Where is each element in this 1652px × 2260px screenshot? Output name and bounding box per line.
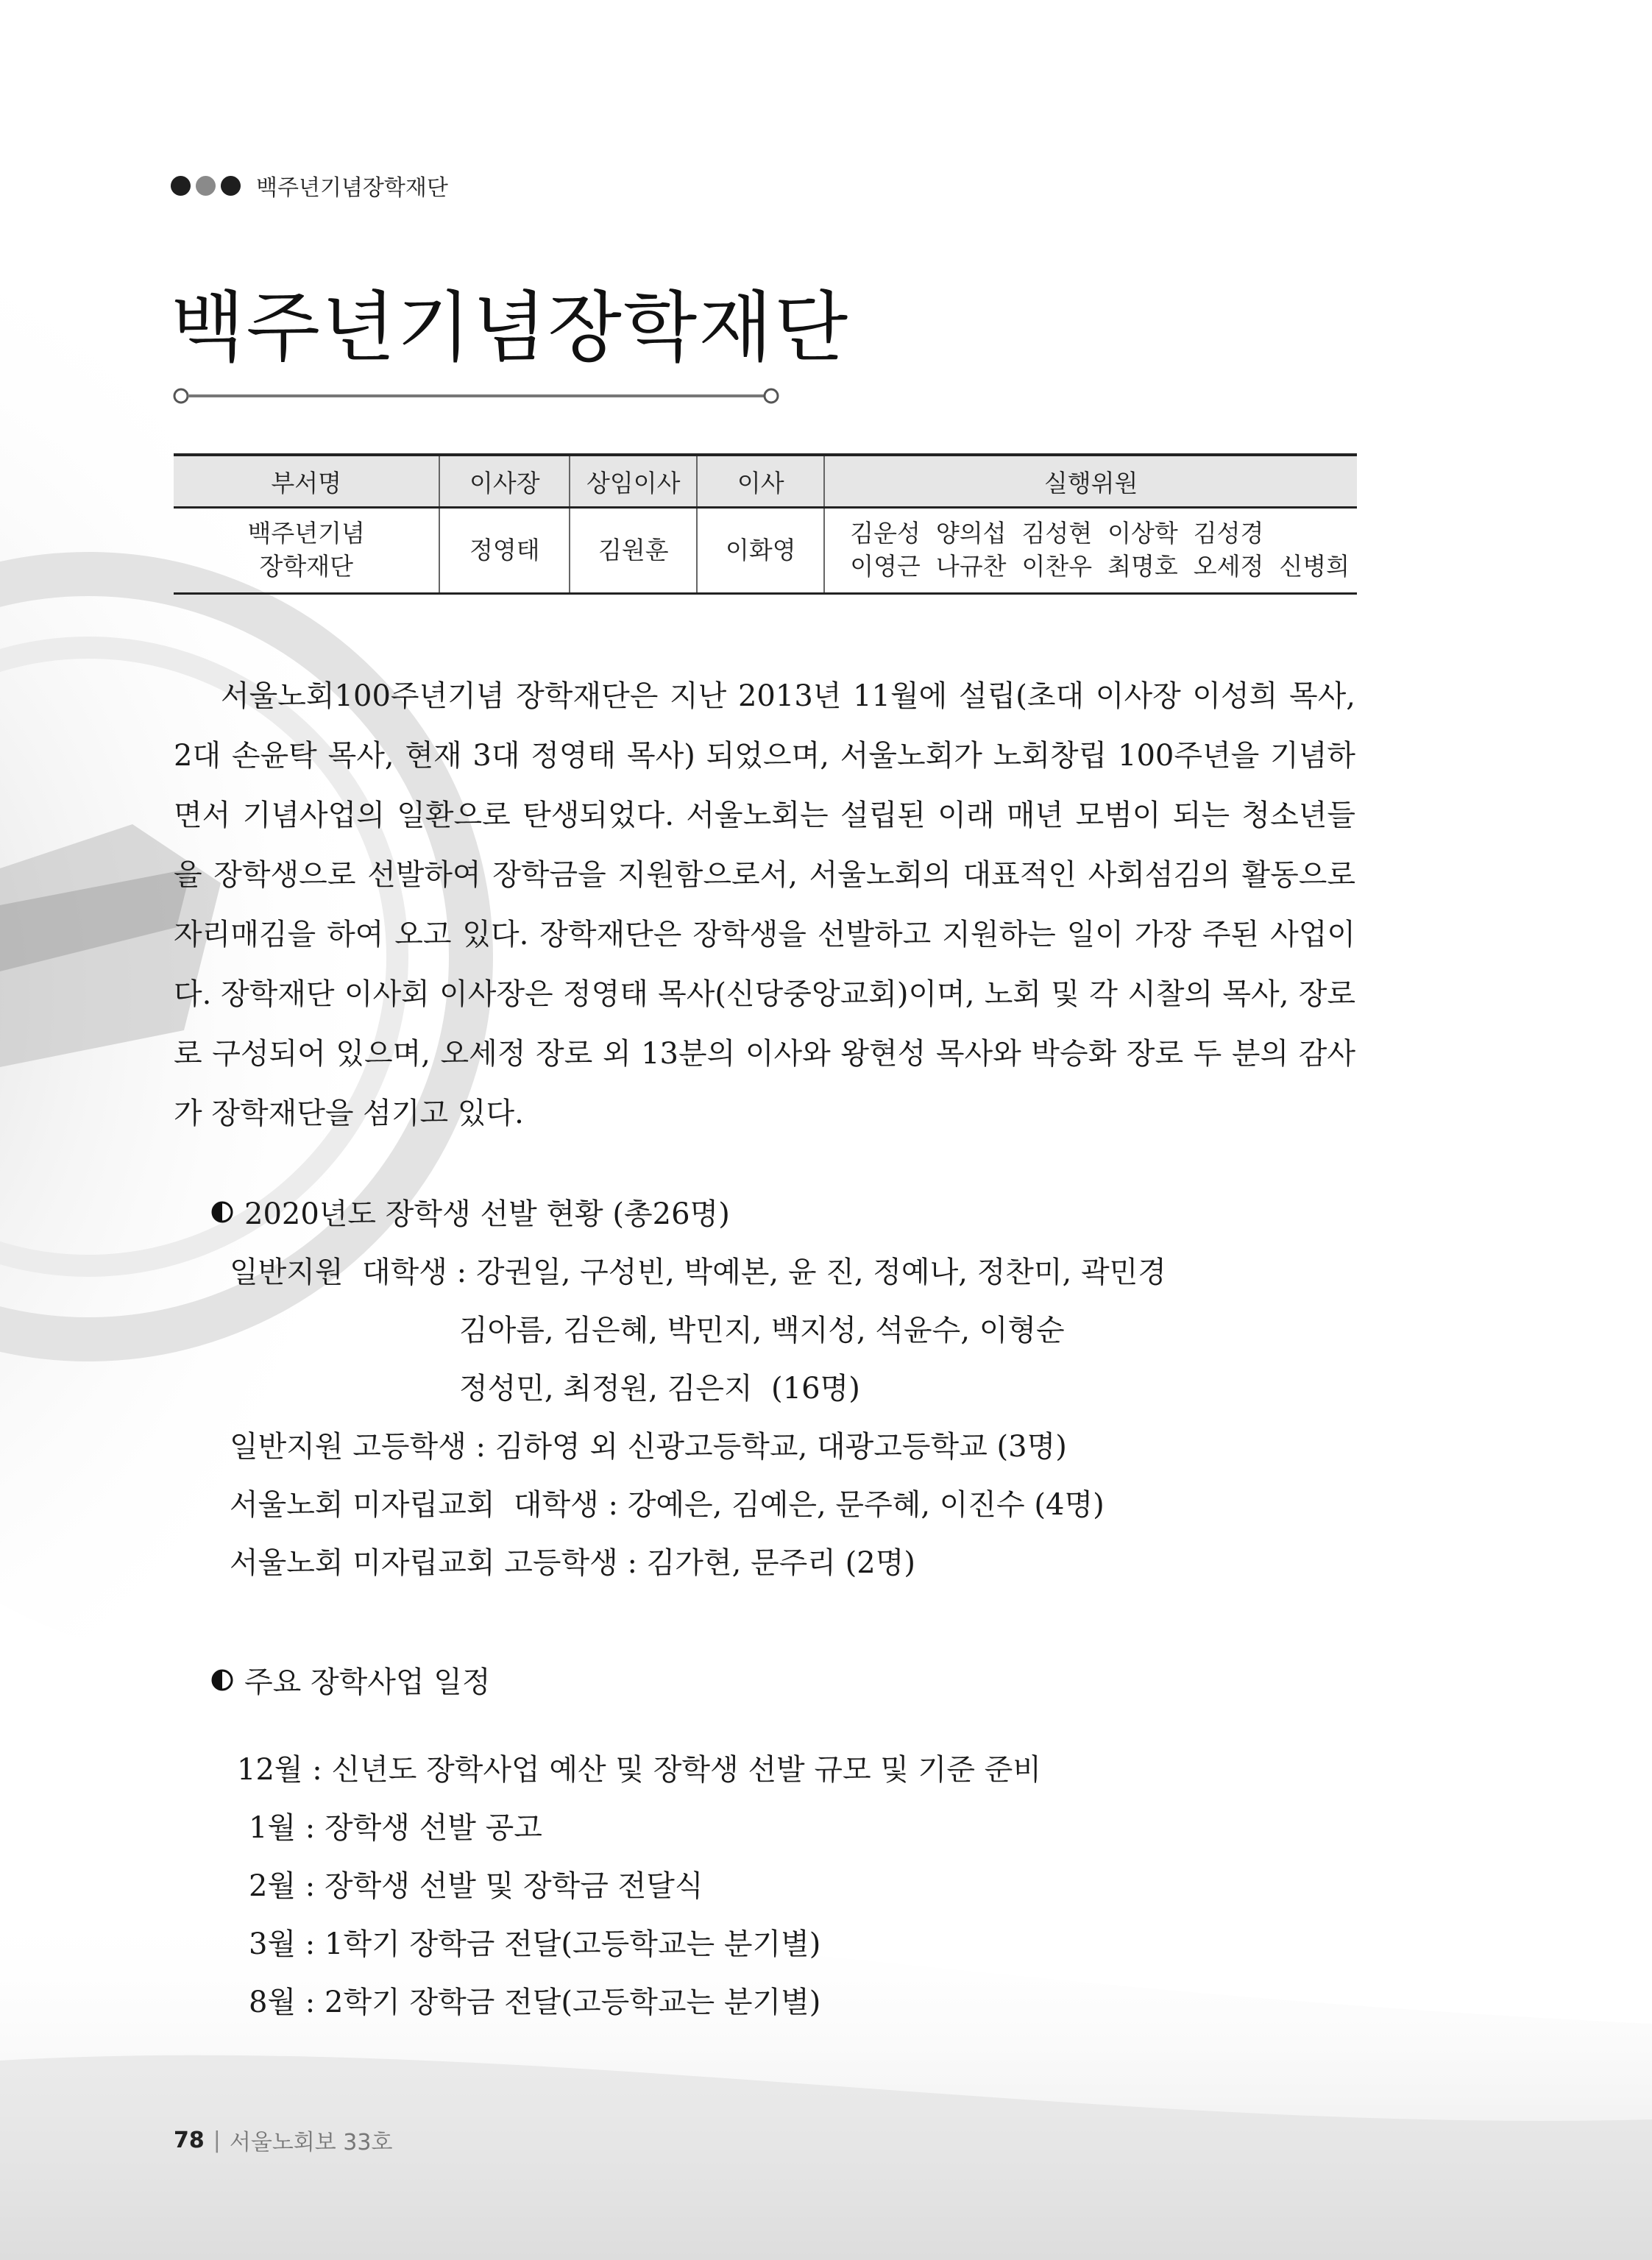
page-number: 78 [174,2127,205,2153]
header-dot-1 [171,176,191,196]
publication-name: 서울노회보 33호 [229,2130,393,2155]
cell-exec-director: 김원훈 [570,508,697,594]
cell-members [824,508,1357,594]
header-dot-2 [196,176,216,196]
header-dept: 부서명 [174,455,439,508]
header-chair: 이사장 [439,455,570,508]
organization-table [174,453,1357,595]
intro-paragraph-2: 장학재단 이사회 이사장은 정영태 목사(신당중앙교회)이며, 노회 및 각 시찰의 목사, 장로로 구성되어 있으며, 오세정 장로 외 13분의 이사와 왕현성 목사와 박승화 장로 두 분의 감사가 장학재단을 섬기고 있다. [174,977,1355,1130]
schedule-item-5: 8월 : 2학기 장학금 전달(고등학교는 분기별) [249,1986,821,2019]
cell-chair: 정영태 [439,508,570,594]
schedule-item-2: 1월 : 장학생 선발 공고 [249,1811,542,1845]
running-header-label: 백주년기념장학재단 [256,175,448,201]
header-director: 이사 [697,455,824,508]
cell-director: 이화영 [697,508,824,594]
header-exec-director: 상임이사 [570,455,697,508]
members-line-2: 이영근 나규찬 이찬우 최명호 오세정 신병희 [850,552,1350,581]
schedule-item-4: 3월 : 1학기 장학금 전달(고등학교는 분기별) [249,1927,821,1961]
cell-dept [174,508,439,594]
running-header [171,168,448,203]
table-row [174,508,1357,594]
header-members: 실행위원 [824,455,1357,508]
footer-divider: | [213,2127,221,2153]
members-line-1: 김운성 양의섭 김성현 이상학 김성경 [850,519,1264,548]
selection-line-4: 일반지원 고등학생 : 김하영 외 신광고등학교, 대광고등학교 (3명) [230,1430,1067,1464]
page-footer [174,2124,392,2156]
selection-line-5: 서울노회 미자립교회 대학생 : 강예은, 김예은, 문주혜, 이진수 (4명) [230,1488,1105,1522]
half-circle-bullet-icon [210,1200,234,1224]
selection-heading [210,1191,730,1233]
dept-line-1: 백주년기념 [247,519,365,548]
page-title: 백주년기념장학재단 [171,283,850,372]
header-dot-3 [221,176,241,196]
selection-line-6: 서울노회 미자립교회 고등학생 : 김가현, 문주리 (2명) [230,1546,915,1580]
selection-line-3: 정성민, 최정원, 김은지 (16명) [459,1372,860,1406]
selection-heading-text: 2020년도 장학생 선발 현황 (총26명) [244,1197,730,1231]
intro-paragraph-1: 서울노회100주년기념 장학재단은 지난 2013년 11월에 설립(초대 이사장 이성희 목사, 2대 손윤탁 목사, 현재 3대 정영태 목사) 되었으며, 서울노회가 노회창립 100주년을 기념하면서 기념사업의 일환으로 탄생되었다. 서울노회는 설립된 이래 매년 모범이 되는 청소년들을 장학생으로 선발하여 장학금을 지원함으로서, 서울노회의 대표적인 사회섬김의 활동으로 자리매김을 하여 오고 있다. 장학재단은 장학생을 선발하고 지원하는 일이 가장 주된 사업이다. [174,679,1355,1011]
half-circle-bullet-icon [210,1668,234,1692]
table-header-row [174,455,1357,508]
schedule-heading [210,1659,491,1701]
dept-line-2: 장학재단 [259,552,353,581]
title-underline-decoration [171,385,781,407]
schedule-heading-text: 주요 장학사업 일정 [244,1665,491,1699]
schedule-item-3: 2월 : 장학생 선발 및 장학금 전달식 [249,1869,703,1903]
selection-line-1: 일반지원 대학생 : 강권일, 구성빈, 박예본, 윤 진, 정예나, 정찬미, 곽민경 [230,1255,1166,1289]
schedule-item-1: 12월 : 신년도 장학사업 예산 및 장학생 선발 규모 및 기준 준비 [237,1753,1041,1787]
selection-line-2: 김아름, 김은혜, 박민지, 백지성, 석윤수, 이형순 [459,1314,1065,1347]
